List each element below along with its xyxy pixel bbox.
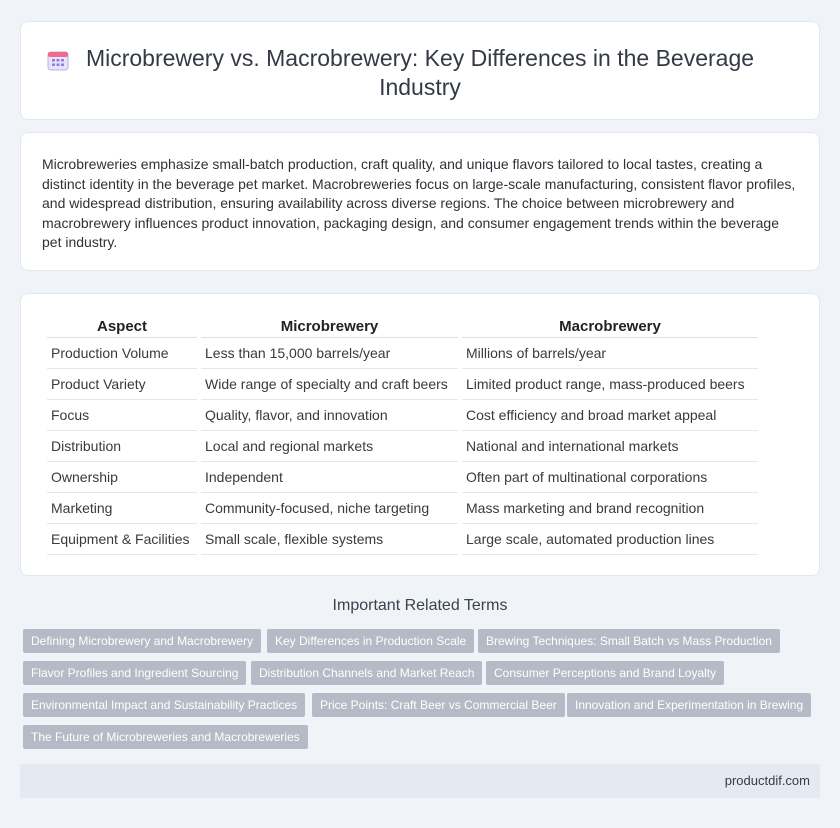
related-tag[interactable]: Innovation and Experimentation in Brewing	[567, 693, 811, 717]
table-cell: Community-focused, niche targeting	[201, 493, 458, 524]
related-tag[interactable]: Defining Microbrewery and Macrobrewery	[23, 629, 261, 653]
table-cell: Millions of barrels/year	[462, 338, 758, 369]
table-cell: Mass marketing and brand recognition	[462, 493, 758, 524]
table-header-row	[47, 316, 758, 338]
related-tag[interactable]: Distribution Channels and Market Reach	[251, 661, 482, 685]
table-cell: Marketing	[47, 493, 197, 524]
related-tag[interactable]: Brewing Techniques: Small Batch vs Mass Production	[478, 629, 780, 653]
table-cell: Wide range of specialty and craft beers	[201, 369, 458, 400]
table-row	[47, 369, 758, 400]
table-cell: Independent	[201, 462, 458, 493]
intro-text: Microbreweries emphasize small-batch production, craft quality, and unique flavors tailored to local tastes, creating a distinct identity in the beverage pet market. Macrobreweries focus on large-scale manufacturing, consistent flavor profiles, and widespread distribution, ensuring availability across diverse regions. The choice between microbrewery and macrobrewery influences product innovation, packaging design, and consumer engagement trends within the beverage pet industry.	[42, 156, 796, 251]
table-cell: Production Volume	[47, 338, 197, 369]
table-cell: Focus	[47, 400, 197, 431]
related-tag[interactable]: Environmental Impact and Sustainability Practices	[23, 693, 305, 717]
page-title: Microbrewery vs. Macrobrewery: Key Differences in the Beverage Industry	[85, 45, 755, 100]
table-row	[47, 462, 758, 493]
intro-card	[20, 132, 820, 271]
related-tag[interactable]: Flavor Profiles and Ingredient Sourcing	[23, 661, 246, 685]
footer	[20, 764, 820, 798]
table-cell: Product Variety	[47, 369, 197, 400]
header-card	[20, 21, 820, 120]
table-cell: Cost efficiency and broad market appeal	[462, 400, 758, 431]
table-cell: Distribution	[47, 431, 197, 462]
column-header-aspect: Aspect	[47, 316, 197, 338]
table-row	[47, 493, 758, 524]
related-tag[interactable]: Consumer Perceptions and Brand Loyalty	[486, 661, 724, 685]
table-cell: Large scale, automated production lines	[462, 524, 758, 555]
related-terms-title: Important Related Terms	[332, 597, 508, 614]
table-cell: Ownership	[47, 462, 197, 493]
table-row	[47, 524, 758, 555]
column-header-macrobrewery: Macrobrewery	[462, 316, 758, 338]
table-cell: National and international markets	[462, 431, 758, 462]
comparison-table	[43, 316, 762, 555]
footer-site-link[interactable]: productdif.com	[724, 773, 810, 788]
table-cell: Often part of multinational corporations	[462, 462, 758, 493]
table-cell: Less than 15,000 barrels/year	[201, 338, 458, 369]
related-tag[interactable]: The Future of Microbreweries and Macrobreweries	[23, 725, 308, 749]
column-header-microbrewery: Microbrewery	[201, 316, 458, 338]
table-cell: Quality, flavor, and innovation	[201, 400, 458, 431]
table-cell: Small scale, flexible systems	[201, 524, 458, 555]
table-cell: Limited product range, mass-produced beers	[462, 369, 758, 400]
table-row	[47, 338, 758, 369]
related-tag[interactable]: Key Differences in Production Scale	[267, 629, 474, 653]
table-row	[47, 431, 758, 462]
table-row	[47, 400, 758, 431]
table-cell: Local and regional markets	[201, 431, 458, 462]
comparison-card	[20, 293, 820, 576]
table-cell: Equipment & Facilities	[47, 524, 197, 555]
related-tag[interactable]: Price Points: Craft Beer vs Commercial Beer	[312, 693, 565, 717]
